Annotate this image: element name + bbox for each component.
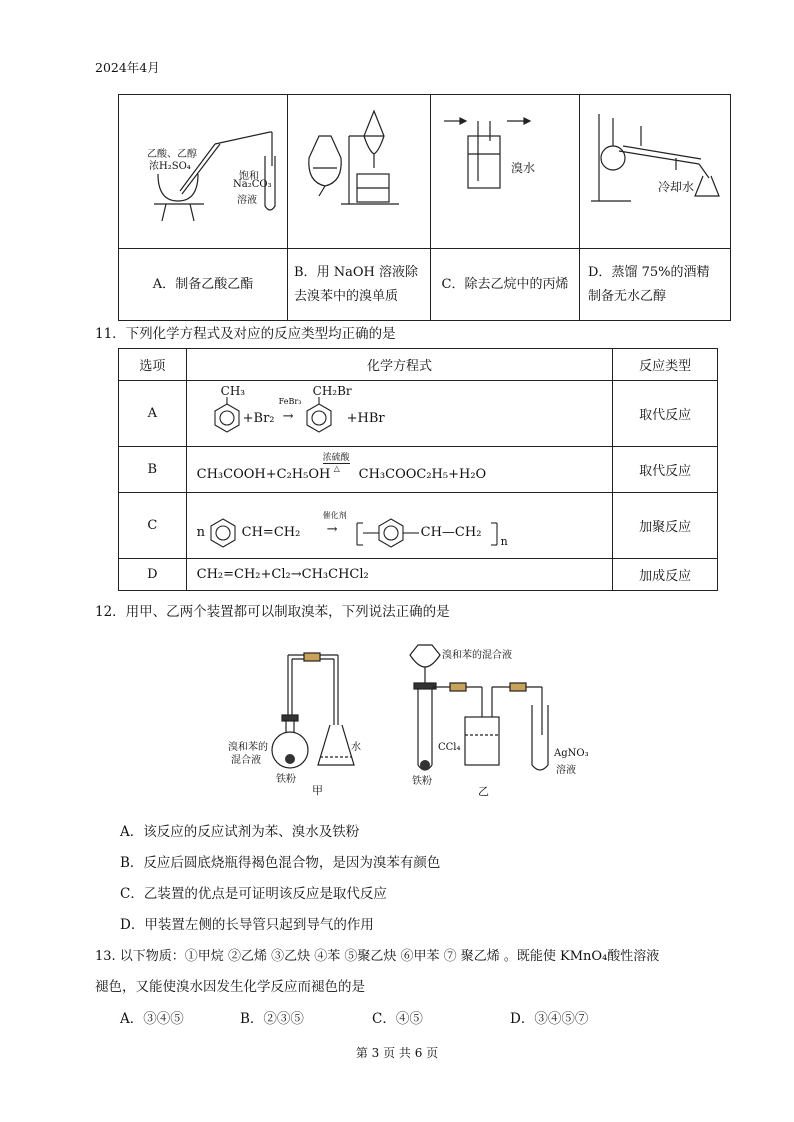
q12-option-a: A．该反应的反应试剂为苯、溴水及铁粉 <box>120 824 360 840</box>
label-jia-iron: 铁粉 <box>276 774 296 785</box>
col-type: 反应类型 <box>613 349 718 381</box>
row-b-equation: CH₃COOH+C₂H₅OH 浓硫酸 △ CH₃COOC₂H₅+H₂O <box>186 447 613 493</box>
row-a-equation: CH₃ +Br₂ FeBr₃ → CH₂Br +HBr <box>186 381 613 447</box>
label-yi-agno3: AgNO₃ <box>554 748 589 759</box>
caption-b: B．用 NaOH 溶液除去溴苯中的溴单质 <box>288 249 431 321</box>
label-yi-ccl4: CCl₄ <box>438 742 461 753</box>
q13-stem-line1: 13. 以下物质：①甲烷 ②乙烯 ③乙炔 ④苯 ⑤聚乙炔 ⑥甲苯 ⑦ 聚乙烯 。既能使 KMnO₄酸性溶液 <box>95 949 660 964</box>
q13-option-a: A．③④⑤ <box>120 1011 184 1027</box>
apparatus-a-cell <box>119 95 288 249</box>
label-yi: 乙 <box>478 785 489 798</box>
separatory-funnel-image <box>289 96 429 243</box>
apparatus-c-cell <box>431 95 580 249</box>
q12-option-c: C．乙装置的优点是可证明该反应是取代反应 <box>120 886 387 902</box>
label-jia: 甲 <box>312 784 323 797</box>
label-conc-h2so4: 浓H₂SO₄ <box>149 161 191 172</box>
row-d-equation: CH₂=CH₂+Cl₂→CH₃CHCl₂ <box>186 559 613 591</box>
label-yi-solution: 溶液 <box>556 765 576 776</box>
label-saturated: 饱和 <box>239 171 259 182</box>
caption-d: D．蒸馏 75%的酒精制备无水乙醇 <box>580 249 731 321</box>
page-date: 2024年4月 <box>95 60 160 75</box>
label-acid-alcohol: 乙酸、乙醇 <box>147 149 197 160</box>
row-b-option: B <box>119 447 187 493</box>
label-jia-mixture-2: 混合液 <box>231 755 261 766</box>
label-yi-mixture: 溴和苯的混合液 <box>442 650 512 661</box>
col-option: 选项 <box>119 349 187 381</box>
label-cooling-water: 冷却水 <box>658 180 695 194</box>
col-equation: 化学方程式 <box>186 349 613 381</box>
label-jia-mixture-1: 溴和苯的 <box>228 742 268 753</box>
q10-table <box>118 94 731 321</box>
q13-option-d: D．③④⑤⑦ <box>510 1011 589 1027</box>
row-a-type: 取代反应 <box>613 381 718 447</box>
row-b-type: 取代反应 <box>613 447 718 493</box>
q11-table <box>118 348 718 591</box>
esterification-apparatus-image <box>120 96 286 243</box>
label-na2co3: Na₂CO₃ <box>233 179 272 190</box>
apparatus-b-cell <box>288 95 431 249</box>
label-solution: 溶液 <box>237 195 257 206</box>
q13-option-c: C．④⑤ <box>372 1011 423 1027</box>
label-jia-water: 水 <box>351 742 361 753</box>
q12-option-d: D．甲装置左侧的长导管只起到导气的作用 <box>120 917 374 933</box>
caption-a: A．制备乙酸乙酯 <box>119 249 288 321</box>
page-number: 第 3 页 共 6 页 <box>355 1046 439 1060</box>
apparatus-d-cell <box>580 95 731 249</box>
row-c-type: 加聚反应 <box>613 493 718 559</box>
distillation-apparatus-image <box>581 96 729 243</box>
caption-c: C．除去乙烷中的丙烯 <box>431 249 580 321</box>
row-c-equation: n CH=CH₂ 催化剂 → CH—CH₂ n <box>186 493 613 559</box>
row-d-type: 加成反应 <box>613 559 718 591</box>
q13-option-b: B．②③⑤ <box>240 1011 304 1027</box>
gas-washing-bottle-image <box>432 96 578 243</box>
label-yi-iron: 铁粉 <box>412 776 432 787</box>
row-a-option: A <box>119 381 187 447</box>
q12-stem: 12．用甲、乙两个装置都可以制取溴苯，下列说法正确的是 <box>95 604 450 620</box>
label-bromine-water: 溴水 <box>511 161 536 175</box>
q12-option-b: B．反应后圆底烧瓶得褐色混合物，是因为溴苯有颜色 <box>120 855 441 871</box>
q13-stem-line2: 褪色，又能使溴水因发生化学反应而褪色的是 <box>95 979 365 995</box>
row-c-option: C <box>119 493 187 559</box>
row-d-option: D <box>119 559 187 591</box>
q11-stem: 11．下列化学方程式及对应的反应类型均正确的是 <box>95 326 396 342</box>
